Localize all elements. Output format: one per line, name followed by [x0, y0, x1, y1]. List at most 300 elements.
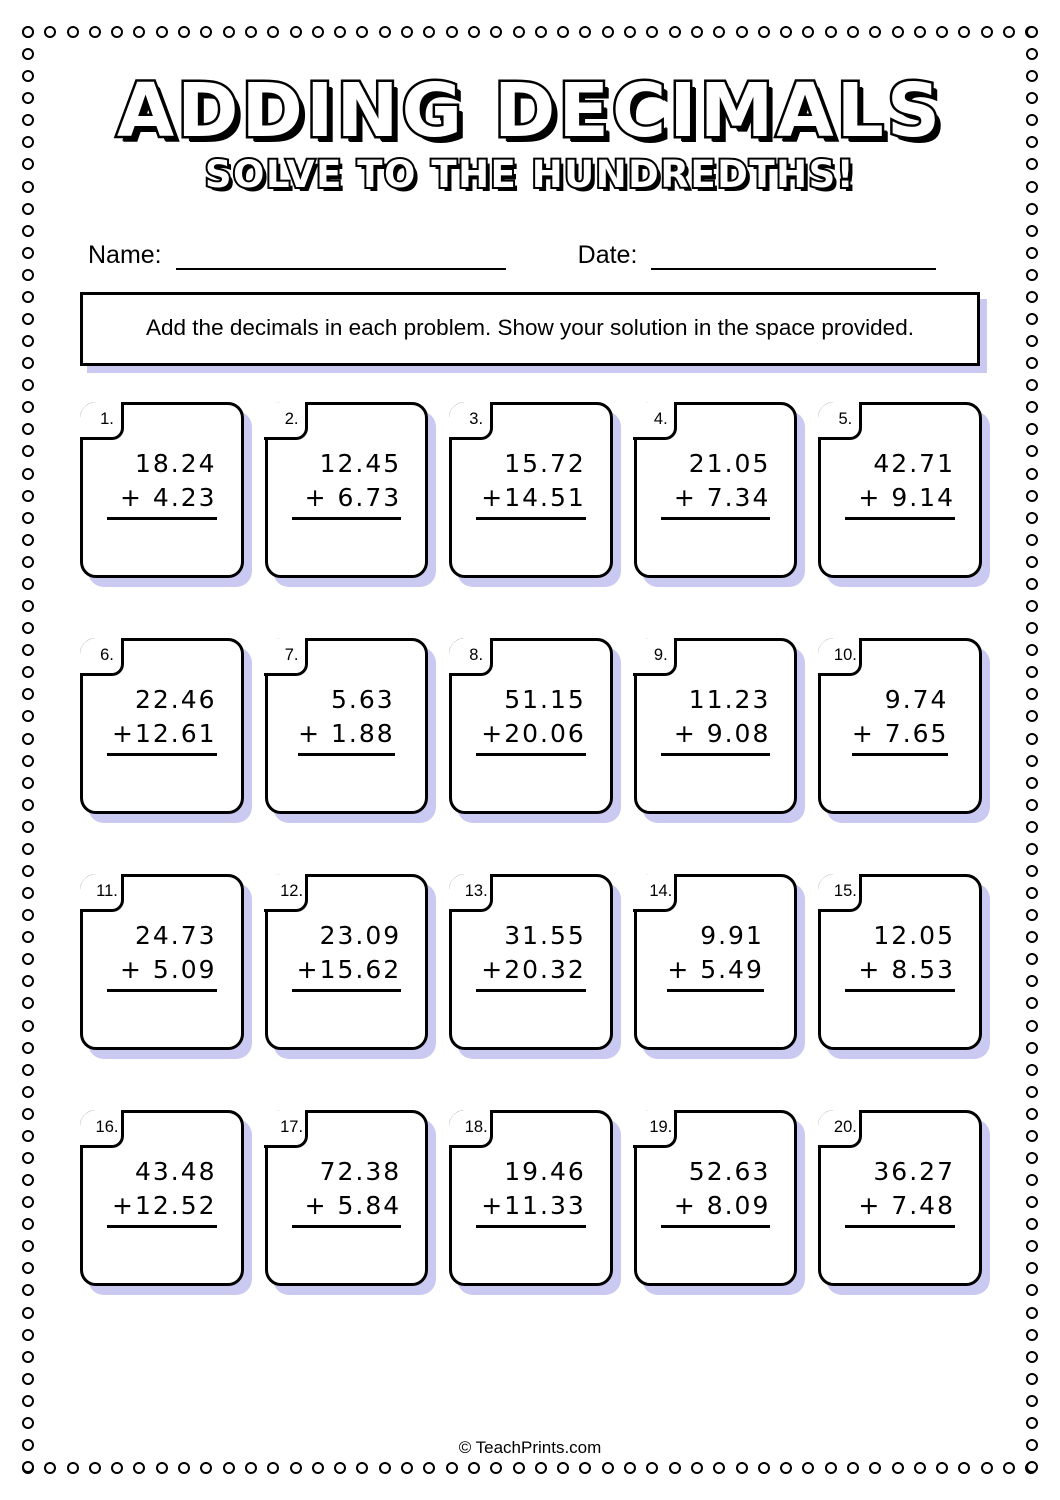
- addend-bottom: +11.33: [476, 1191, 586, 1228]
- addend-bottom: + 6.73: [292, 483, 402, 520]
- border-dot: [535, 1462, 547, 1474]
- border-dot: [669, 26, 681, 38]
- problem-expression: [83, 921, 241, 992]
- border-dot: [22, 887, 34, 899]
- border-dot: [22, 26, 34, 38]
- problem-number: 16.: [95, 1118, 119, 1137]
- problem-card[interactable]: [449, 1110, 613, 1286]
- date-label: Date:: [577, 241, 638, 269]
- border-dot: [624, 1462, 636, 1474]
- border-dot: [1026, 688, 1038, 700]
- problem-card[interactable]: [265, 1110, 429, 1286]
- border-dot: [758, 1462, 770, 1474]
- problem-card[interactable]: [818, 638, 982, 814]
- border-dot: [22, 423, 34, 435]
- card-body: [80, 638, 244, 814]
- border-dot: [1026, 755, 1038, 767]
- addend-top: 36.27: [873, 1157, 955, 1187]
- addend-top: 51.15: [504, 685, 586, 715]
- problem-expression: [452, 685, 610, 756]
- border-dot: [22, 975, 34, 987]
- border-dot: [490, 26, 502, 38]
- addend-top: 42.71: [873, 449, 955, 479]
- problem-card[interactable]: [80, 638, 244, 814]
- border-dot: [89, 1462, 101, 1474]
- addend-top: 52.63: [688, 1157, 771, 1187]
- border-dot: [1026, 291, 1038, 303]
- border-dot: [22, 556, 34, 568]
- border-dot: [1026, 1130, 1038, 1142]
- border-dot: [22, 1284, 34, 1296]
- border-dot: [22, 600, 34, 612]
- addend-top: 31.55: [504, 921, 586, 951]
- border-dot: [1026, 1108, 1038, 1120]
- card-body: [449, 1110, 613, 1286]
- border-dot: [1026, 1262, 1038, 1274]
- border-dot: [958, 26, 970, 38]
- border-dot: [1026, 1307, 1038, 1319]
- border-dot: [869, 1462, 881, 1474]
- border-dot: [936, 26, 948, 38]
- border-dot: [1026, 1042, 1038, 1054]
- border-dot: [1026, 1086, 1038, 1098]
- addend-top: 19.46: [504, 1157, 586, 1187]
- border-dot: [22, 158, 34, 170]
- worksheet-page: [58, 52, 1002, 1457]
- border-dot: [22, 468, 34, 480]
- border-dot: [156, 1462, 168, 1474]
- border-dot: [22, 1307, 34, 1319]
- addend-bottom: + 8.53: [845, 955, 955, 992]
- border-dot: [1026, 1174, 1038, 1186]
- addend-bottom: + 5.49: [667, 955, 764, 992]
- border-dot: [22, 70, 34, 82]
- border-dot: [22, 1130, 34, 1142]
- addend-bottom: +12.61: [107, 719, 217, 756]
- problem-card[interactable]: [634, 1110, 798, 1286]
- border-dot: [1026, 401, 1038, 413]
- border-dot: [1026, 666, 1038, 678]
- border-dot: [1026, 710, 1038, 722]
- border-dot: [1026, 269, 1038, 281]
- border-dot: [22, 1329, 34, 1341]
- border-dot: [914, 26, 926, 38]
- border-dot: [67, 1462, 79, 1474]
- border-dot: [22, 622, 34, 634]
- border-dot: [1026, 181, 1038, 193]
- border-dot: [736, 26, 748, 38]
- card-body: [80, 874, 244, 1050]
- problem-expression: [821, 449, 979, 520]
- addend-bottom: + 7.48: [845, 1191, 955, 1228]
- border-dot: [22, 512, 34, 524]
- problem-expression: [83, 449, 241, 520]
- problem-number: 6.: [100, 646, 114, 665]
- border-dot: [156, 26, 168, 38]
- card-body: [818, 874, 982, 1050]
- addend-top: 22.46: [135, 685, 217, 715]
- border-dot: [44, 26, 56, 38]
- card-body: [634, 1110, 798, 1286]
- problem-expression: [637, 449, 795, 520]
- dot-column-right: [1026, 26, 1038, 1474]
- addend-bottom: + 7.65: [852, 719, 949, 756]
- dot-row-top: [22, 26, 1038, 38]
- border-dot: [22, 379, 34, 391]
- addend-top: 24.73: [135, 921, 217, 951]
- problem-card[interactable]: [449, 874, 613, 1050]
- border-dot: [602, 26, 614, 38]
- border-dot: [22, 688, 34, 700]
- border-dot: [1026, 423, 1038, 435]
- border-dot: [22, 1351, 34, 1363]
- addend-bottom: +14.51: [476, 483, 586, 520]
- border-dot: [1026, 1020, 1038, 1032]
- problem-card[interactable]: [449, 638, 613, 814]
- border-dot: [1026, 733, 1038, 745]
- addend-top: 72.38: [319, 1157, 402, 1187]
- border-dot: [22, 1196, 34, 1208]
- problem-card[interactable]: [818, 1110, 982, 1286]
- problem-number: 19.: [649, 1118, 673, 1137]
- border-dot: [1026, 512, 1038, 524]
- problem-expression: [821, 921, 979, 992]
- border-dot: [446, 1462, 458, 1474]
- border-dot: [1026, 1439, 1038, 1451]
- problem-number: 10.: [833, 646, 857, 665]
- addend-bottom: +20.32: [476, 955, 586, 992]
- border-dot: [1025, 26, 1037, 38]
- border-dot: [22, 755, 34, 767]
- border-dot: [713, 26, 725, 38]
- addend-top: 5.63: [331, 685, 395, 715]
- border-dot: [22, 335, 34, 347]
- border-dot: [869, 26, 881, 38]
- border-dot: [1025, 1462, 1037, 1474]
- card-body: [818, 1110, 982, 1286]
- border-dot: [1026, 1064, 1038, 1076]
- border-dot: [1026, 92, 1038, 104]
- border-dot: [22, 313, 34, 325]
- problem-card[interactable]: [80, 1110, 244, 1286]
- directions-text: Add the decimals in each problem. Show your solution in the space provided.: [80, 292, 980, 366]
- border-dot: [1026, 1218, 1038, 1230]
- border-dot: [267, 26, 279, 38]
- addend-top: 9.74: [884, 685, 949, 715]
- border-dot: [111, 1462, 123, 1474]
- border-dot: [245, 26, 257, 38]
- border-dot: [133, 1462, 145, 1474]
- border-dot: [22, 357, 34, 369]
- addend-top: 23.09: [319, 921, 402, 951]
- border-dot: [1026, 48, 1038, 60]
- border-dot: [22, 1064, 34, 1076]
- border-dot: [1026, 158, 1038, 170]
- problem-expression: [268, 921, 426, 992]
- addend-bottom: +12.52: [107, 1191, 217, 1228]
- border-dot: [22, 136, 34, 148]
- border-dot: [1026, 1417, 1038, 1429]
- problem-expression: [452, 449, 610, 520]
- border-dot: [1026, 114, 1038, 126]
- border-dot: [22, 48, 34, 60]
- border-dot: [892, 1462, 904, 1474]
- border-dot: [22, 1395, 34, 1407]
- addend-bottom: + 8.09: [661, 1191, 771, 1228]
- border-dot: [22, 1020, 34, 1032]
- problem-card[interactable]: [449, 402, 613, 578]
- border-dot: [22, 114, 34, 126]
- border-dot: [22, 909, 34, 921]
- border-dot: [178, 26, 190, 38]
- border-dot: [624, 26, 636, 38]
- border-dot: [423, 1462, 435, 1474]
- problem-card[interactable]: [634, 638, 798, 814]
- border-dot: [267, 1462, 279, 1474]
- border-dot: [579, 26, 591, 38]
- problem-card[interactable]: [265, 874, 429, 1050]
- card-body: [80, 402, 244, 578]
- problem-card[interactable]: [265, 638, 429, 814]
- problem-number: 9.: [653, 646, 668, 665]
- problem-number: 7.: [284, 646, 299, 665]
- border-dot: [1026, 865, 1038, 877]
- border-dot: [669, 1462, 681, 1474]
- border-dot: [713, 1462, 725, 1474]
- border-dot: [1026, 1196, 1038, 1208]
- border-dot: [22, 710, 34, 722]
- problem-card[interactable]: [634, 874, 798, 1050]
- border-dot: [446, 26, 458, 38]
- border-dot: [22, 997, 34, 1009]
- border-dot: [111, 26, 123, 38]
- card-body: [265, 874, 429, 1050]
- border-dot: [1003, 1462, 1015, 1474]
- border-dot: [780, 26, 792, 38]
- border-dot: [1026, 468, 1038, 480]
- border-dot: [981, 26, 993, 38]
- border-dot: [1026, 953, 1038, 965]
- problem-number: 12.: [280, 882, 304, 901]
- problem-card[interactable]: [818, 402, 982, 578]
- border-dot: [22, 1108, 34, 1120]
- border-dot: [22, 777, 34, 789]
- border-dot: [557, 1462, 569, 1474]
- border-dot: [312, 26, 324, 38]
- border-dot: [22, 1439, 34, 1451]
- problem-number: 20.: [833, 1118, 857, 1137]
- name-label: Name:: [88, 241, 162, 269]
- border-dot: [468, 26, 480, 38]
- problem-expression: [637, 1157, 795, 1228]
- border-dot: [22, 931, 34, 943]
- border-dot: [200, 26, 212, 38]
- date-input-line[interactable]: [651, 244, 936, 270]
- border-dot: [468, 1462, 480, 1474]
- border-dot: [200, 1462, 212, 1474]
- problem-number: 3.: [469, 410, 484, 429]
- name-input-line[interactable]: [176, 244, 506, 270]
- page-subtitle: SOLVE TO THE HUNDREDTHS!: [204, 153, 856, 196]
- border-dot: [958, 1462, 970, 1474]
- border-dot: [22, 203, 34, 215]
- name-date-row: [58, 241, 1002, 270]
- border-dot: [245, 1462, 257, 1474]
- addend-bottom: +20.06: [476, 719, 586, 756]
- card-body: [265, 1110, 429, 1286]
- card-body: [634, 402, 798, 578]
- border-dot: [1026, 1152, 1038, 1164]
- problem-number: 11.: [96, 882, 118, 901]
- border-dot: [223, 1462, 235, 1474]
- border-dot: [22, 1086, 34, 1098]
- border-dot: [22, 821, 34, 833]
- border-dot: [22, 843, 34, 855]
- border-dot: [1026, 622, 1038, 634]
- border-dot: [22, 953, 34, 965]
- card-body: [818, 402, 982, 578]
- border-dot: [1026, 490, 1038, 502]
- border-dot: [1026, 1240, 1038, 1252]
- problem-card[interactable]: [265, 402, 429, 578]
- border-dot: [223, 26, 235, 38]
- border-dot: [1026, 1395, 1038, 1407]
- border-dot: [22, 1373, 34, 1385]
- addend-top: 15.72: [504, 449, 586, 479]
- border-dot: [802, 1462, 814, 1474]
- border-dot: [1026, 909, 1038, 921]
- problem-number: 18.: [464, 1118, 488, 1137]
- problem-expression: [83, 685, 241, 756]
- addend-top: 11.23: [688, 685, 771, 715]
- border-dot: [334, 1462, 346, 1474]
- problem-expression: [268, 449, 426, 520]
- problem-expression: [452, 1157, 610, 1228]
- border-dot: [691, 1462, 703, 1474]
- border-dot: [981, 1462, 993, 1474]
- border-dot: [579, 1462, 591, 1474]
- border-dot: [22, 666, 34, 678]
- border-dot: [290, 1462, 302, 1474]
- border-dot: [22, 733, 34, 745]
- border-dot: [1026, 313, 1038, 325]
- border-dot: [334, 26, 346, 38]
- border-dot: [423, 26, 435, 38]
- border-dot: [22, 1174, 34, 1186]
- border-dot: [1026, 887, 1038, 899]
- border-dot: [22, 1417, 34, 1429]
- border-dot: [535, 26, 547, 38]
- border-dot: [1026, 247, 1038, 259]
- border-dot: [22, 1462, 34, 1474]
- border-dot: [1026, 1461, 1038, 1473]
- border-dot: [1026, 997, 1038, 1009]
- addend-bottom: + 5.84: [292, 1191, 402, 1228]
- card-body: [634, 874, 798, 1050]
- border-dot: [1026, 1329, 1038, 1341]
- problem-expression: [637, 921, 795, 992]
- border-dot: [825, 1462, 837, 1474]
- border-dot: [133, 26, 145, 38]
- problem-number: 8.: [469, 646, 484, 665]
- border-dot: [892, 26, 904, 38]
- border-dot: [1026, 821, 1038, 833]
- border-dot: [1026, 70, 1038, 82]
- border-dot: [356, 26, 368, 38]
- border-dot: [22, 644, 34, 656]
- footer-credit: © TeachPrints.com: [458, 1438, 602, 1457]
- border-dot: [602, 1462, 614, 1474]
- border-dot: [22, 534, 34, 546]
- directions-box: [80, 292, 980, 366]
- border-dot: [401, 1462, 413, 1474]
- border-dot: [847, 1462, 859, 1474]
- problem-number: 13.: [464, 882, 488, 901]
- border-dot: [1003, 26, 1015, 38]
- problem-card[interactable]: [818, 874, 982, 1050]
- problem-card[interactable]: [634, 402, 798, 578]
- border-dot: [379, 1462, 391, 1474]
- problem-number: 2.: [284, 410, 299, 429]
- border-dot: [847, 26, 859, 38]
- problem-expression: [268, 685, 426, 756]
- addend-bottom: + 4.23: [107, 483, 217, 520]
- addend-bottom: + 7.34: [661, 483, 771, 520]
- card-body: [634, 638, 798, 814]
- border-dot: [22, 401, 34, 413]
- page-title: ADDING DECIMALS: [116, 68, 944, 154]
- border-dot: [22, 490, 34, 502]
- problem-number: 4.: [653, 410, 668, 429]
- border-dot: [22, 578, 34, 590]
- border-dot: [1026, 600, 1038, 612]
- border-dot: [22, 865, 34, 877]
- border-dot: [1026, 203, 1038, 215]
- border-dot: [1026, 335, 1038, 347]
- border-dot: [1026, 136, 1038, 148]
- problem-card[interactable]: [80, 402, 244, 578]
- addend-bottom: + 9.14: [845, 483, 955, 520]
- card-body: [449, 638, 613, 814]
- border-dot: [513, 26, 525, 38]
- border-dot: [22, 247, 34, 259]
- border-dot: [936, 1462, 948, 1474]
- addend-bottom: +15.62: [292, 955, 402, 992]
- problem-card[interactable]: [80, 874, 244, 1050]
- problem-number: 5.: [838, 410, 853, 429]
- border-dot: [1026, 357, 1038, 369]
- border-dot: [22, 445, 34, 457]
- problem-expression: [637, 685, 795, 756]
- border-dot: [22, 1042, 34, 1054]
- border-dot: [1026, 1373, 1038, 1385]
- card-body: [80, 1110, 244, 1286]
- border-dot: [178, 1462, 190, 1474]
- border-dot: [513, 1462, 525, 1474]
- addend-top: 43.48: [135, 1157, 217, 1187]
- border-dot: [1026, 843, 1038, 855]
- border-dot: [1026, 379, 1038, 391]
- addend-top: 12.05: [873, 921, 955, 951]
- addend-bottom: + 9.08: [661, 719, 771, 756]
- border-dot: [1026, 26, 1038, 38]
- border-dot: [1026, 777, 1038, 789]
- card-body: [449, 402, 613, 578]
- border-dot: [1026, 975, 1038, 987]
- border-dot: [1026, 1351, 1038, 1363]
- border-dot: [1026, 644, 1038, 656]
- border-dot: [646, 1462, 658, 1474]
